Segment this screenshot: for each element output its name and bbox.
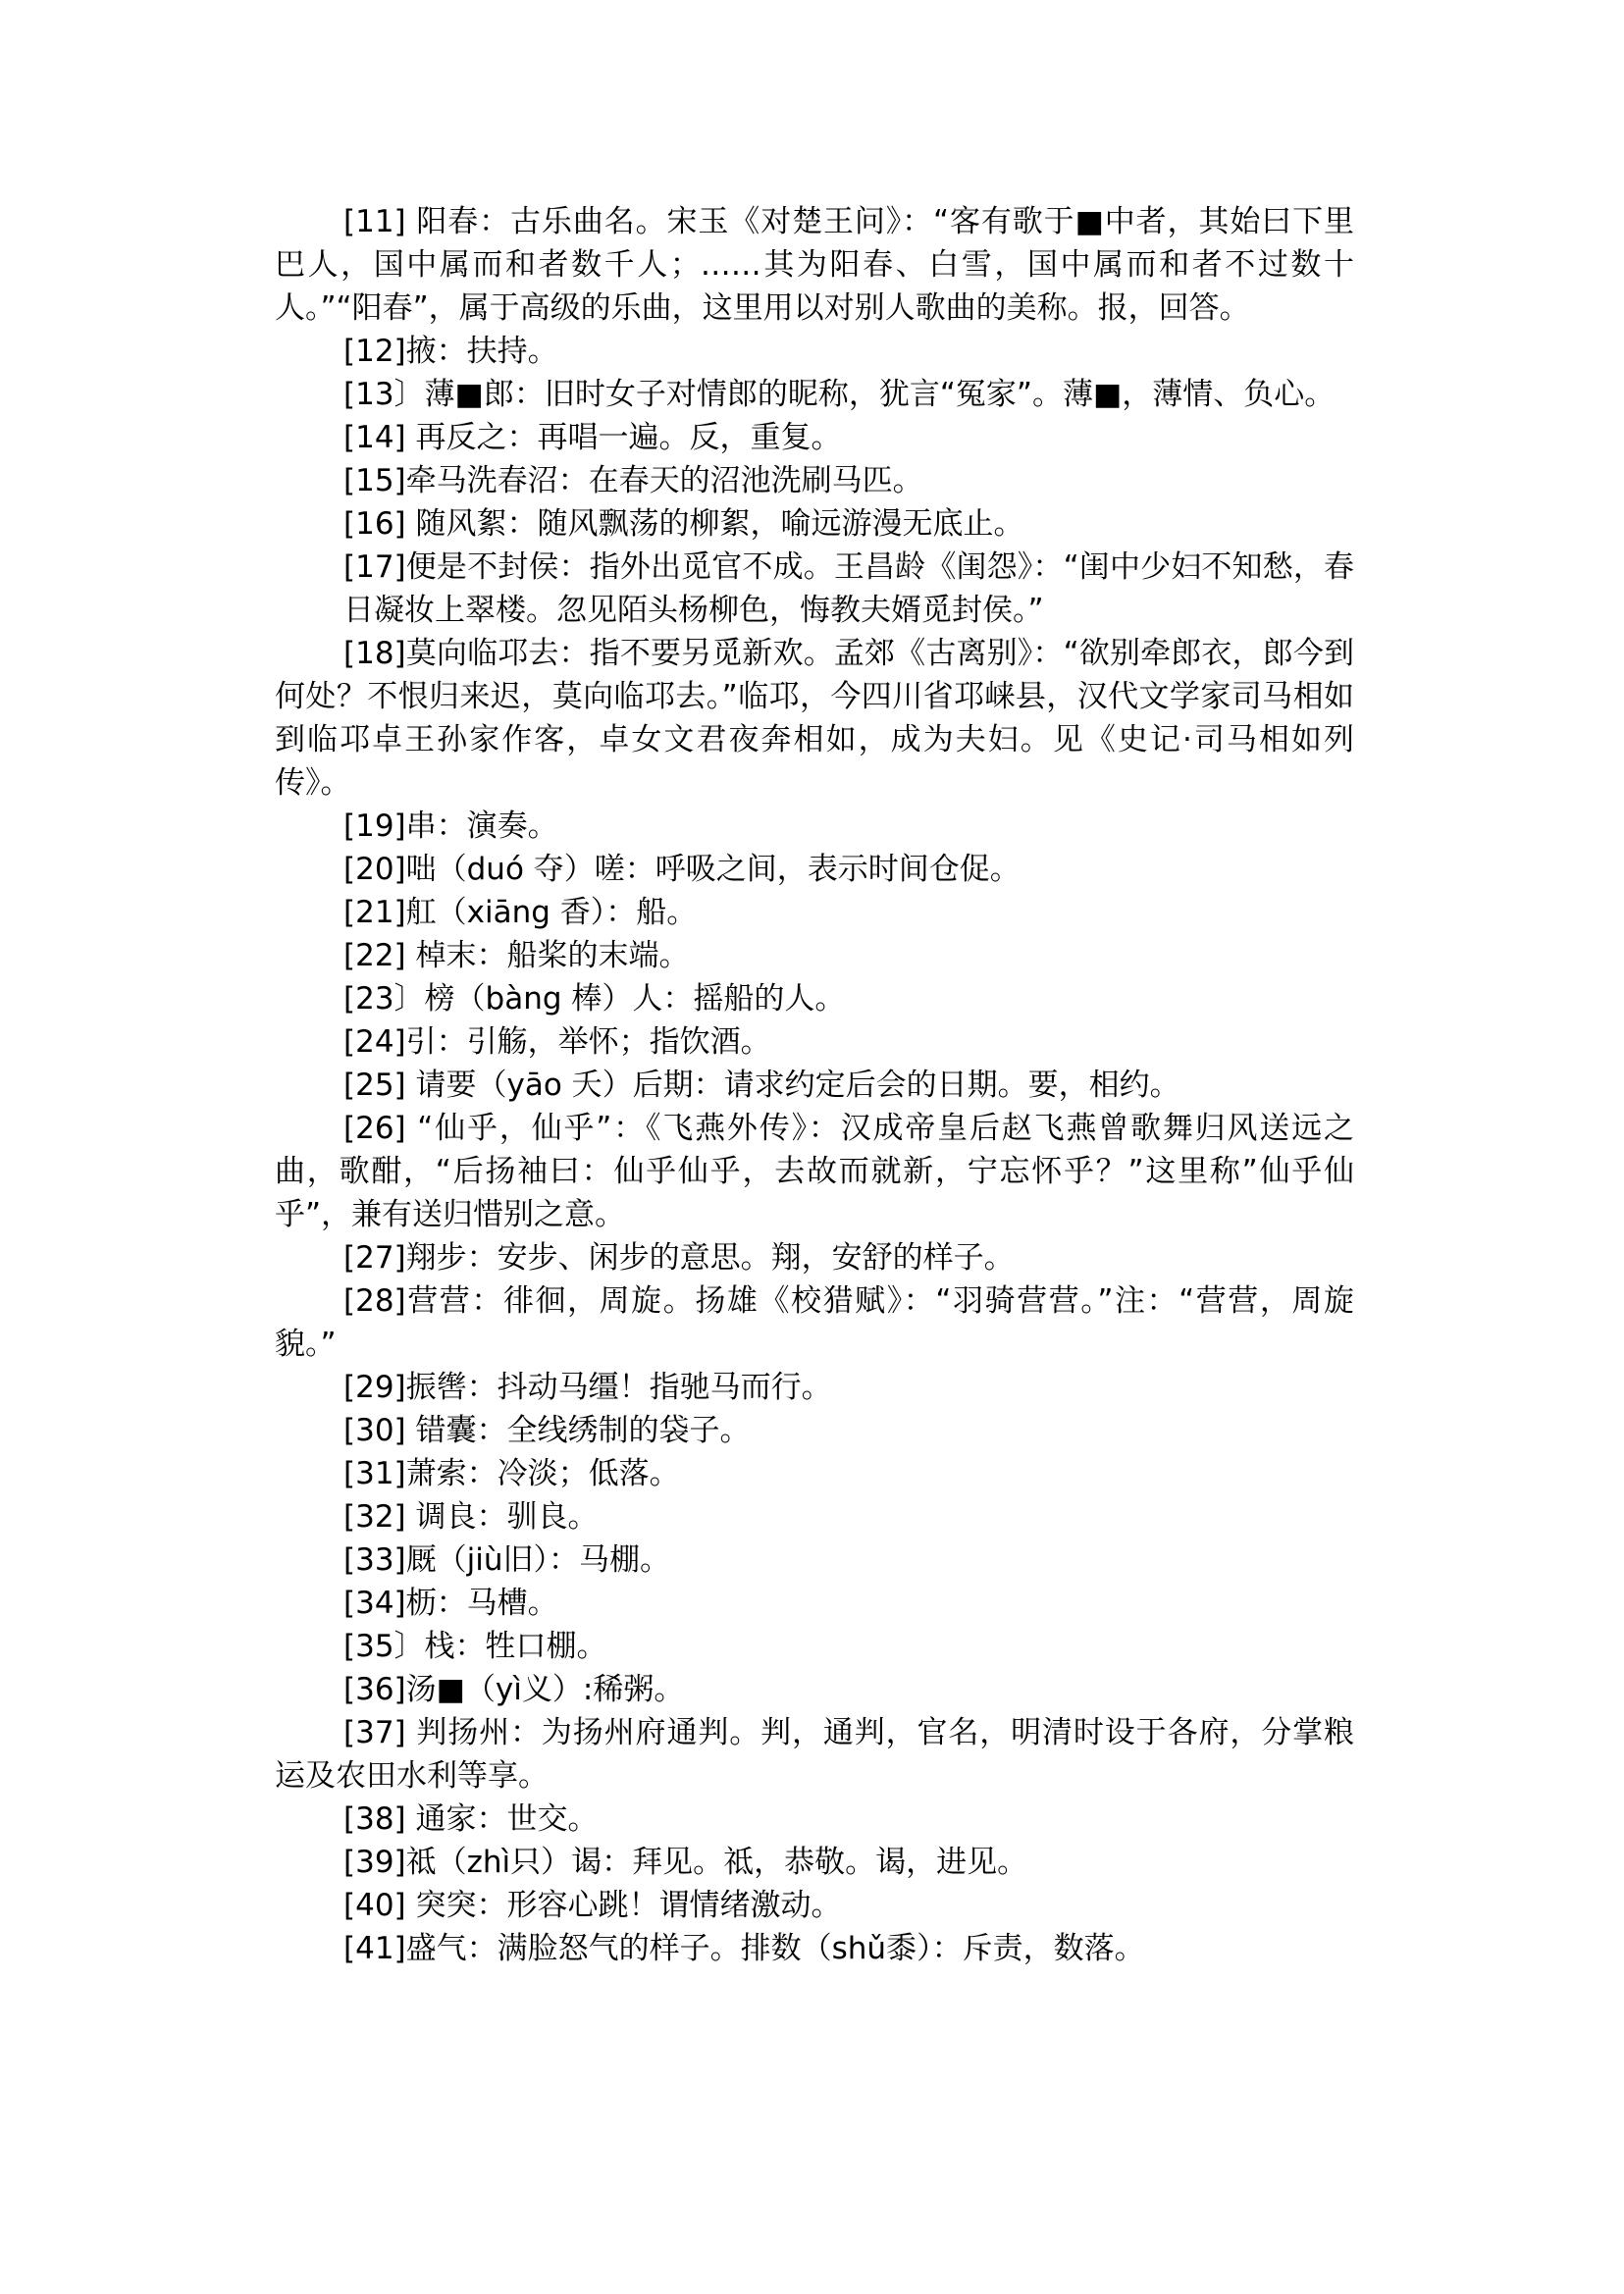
note-26: [26] “仙乎，仙乎”：《飞燕外传》：汉成帝皇后赵飞燕曾歌舞归风送远之曲，歌酣，“后扬袖曰：仙乎仙乎，去故而就新，宁忘怀乎？”这里称”仙乎仙乎”，兼有送归惜别之意。 [275, 1111, 1354, 1232]
note-23: [23〕榜（bàng 棒）人：摇船的人。 [343, 981, 846, 1017]
note-37: [37] 判扬州：为扬州府通判。判，通判，官名，明清时设于各府，分掌粮运及农田水利等享。 [275, 1715, 1354, 1794]
note-19: [19]串：演奏。 [343, 808, 558, 844]
note-17: [17]便是不封侯：指外出觅官不成。王昌龄《闺怨》：“闺中少妇不知愁，春日凝妆上翠楼。忽见陌头杨柳色，悔教夫婿觅封侯。” [343, 549, 1354, 628]
note-20: [20]咄（duó 夺）嗟：呼吸之间，表示时间仓促。 [343, 852, 1021, 887]
note-31: [31]萧索：冷淡；低落。 [343, 1456, 680, 1491]
note-13: [13〕薄■郎：旧时女子对情郎的昵称，犹言“冤家”。薄■，薄情、负心。 [343, 377, 1336, 412]
note-39: [39]祗（zhì只）谒：拜见。祗，恭敬。谒，进见。 [343, 1845, 1028, 1880]
note-40: [40] 突突：形容心跳！谓情绪激动。 [343, 1888, 842, 1923]
note-18: [18]莫向临邛去：指不要另觅新欢。孟郊《古离别》：“欲别牵郎衣，郎今到何处？不恨归来迟，莫向临邛去。”临邛，今四川省邛崃县，汉代文学家司马相如到临邛卓王孙家作客，卓女文君夜奔相如，成为夫妇。见《史记·司马相如列传》。 [275, 636, 1354, 801]
note-35: [35〕栈：牲口棚。 [343, 1629, 607, 1664]
note-22: [22] 棹末：船桨的末端。 [343, 938, 690, 973]
note-12: [12]掖：扶持。 [343, 334, 558, 369]
note-28: [28]营营：徘徊，周旋。扬雄《校猎赋》：“羽骑营营。”注：“营营，周旋貌。” [275, 1283, 1354, 1362]
note-21: [21]舡（xiāng 香）：船。 [343, 895, 698, 930]
note-11: [11] 阳春：古乐曲名。宋玉《对楚王问》：“客有歌于■中者，其始曰下里巴人，国中属而和者数千人；……其为阳春、白雪，国中属而和者不过数十人。”“阳春”，属于高级的乐曲，这里用以对别人歌曲的美称。报，回答。 [275, 204, 1354, 326]
note-38: [38] 通家：世交。 [343, 1801, 599, 1837]
note-33: [33]厩（jiù旧）：马棚。 [343, 1542, 671, 1578]
note-41: [41]盛气：满脸怒气的样子。排数（shǔ黍）：斥责，数落。 [343, 1931, 1145, 1966]
note-34: [34]枥：马槽。 [343, 1586, 558, 1621]
note-25: [25] 请要（yāo 夭）后期：请求约定后会的日期。要，相约。 [343, 1068, 1180, 1103]
note-15: [15]牵马洗春沼：在春天的沼池洗刷马匹。 [343, 463, 923, 498]
note-27: [27]翔步：安步、闲步的意思。翔，安舒的样子。 [343, 1240, 1015, 1276]
note-30: [30] 错囊：全线绣制的袋子。 [343, 1413, 751, 1448]
note-14: [14] 再反之：再唱一遍。反，重复。 [343, 420, 842, 455]
note-36: [36]汤■（yì义）:稀粥。 [343, 1672, 685, 1707]
note-29: [29]振辔：抖动马缰！指驰马而行。 [343, 1370, 832, 1405]
note-24: [24]引：引觞，举怀；指饮酒。 [343, 1024, 771, 1060]
document-page [275, 200, 1354, 1970]
note-32: [32] 调良：驯良。 [343, 1499, 599, 1535]
note-16: [16] 随风絮：随风飘荡的柳絮，喻远游漫无底止。 [343, 506, 1024, 542]
